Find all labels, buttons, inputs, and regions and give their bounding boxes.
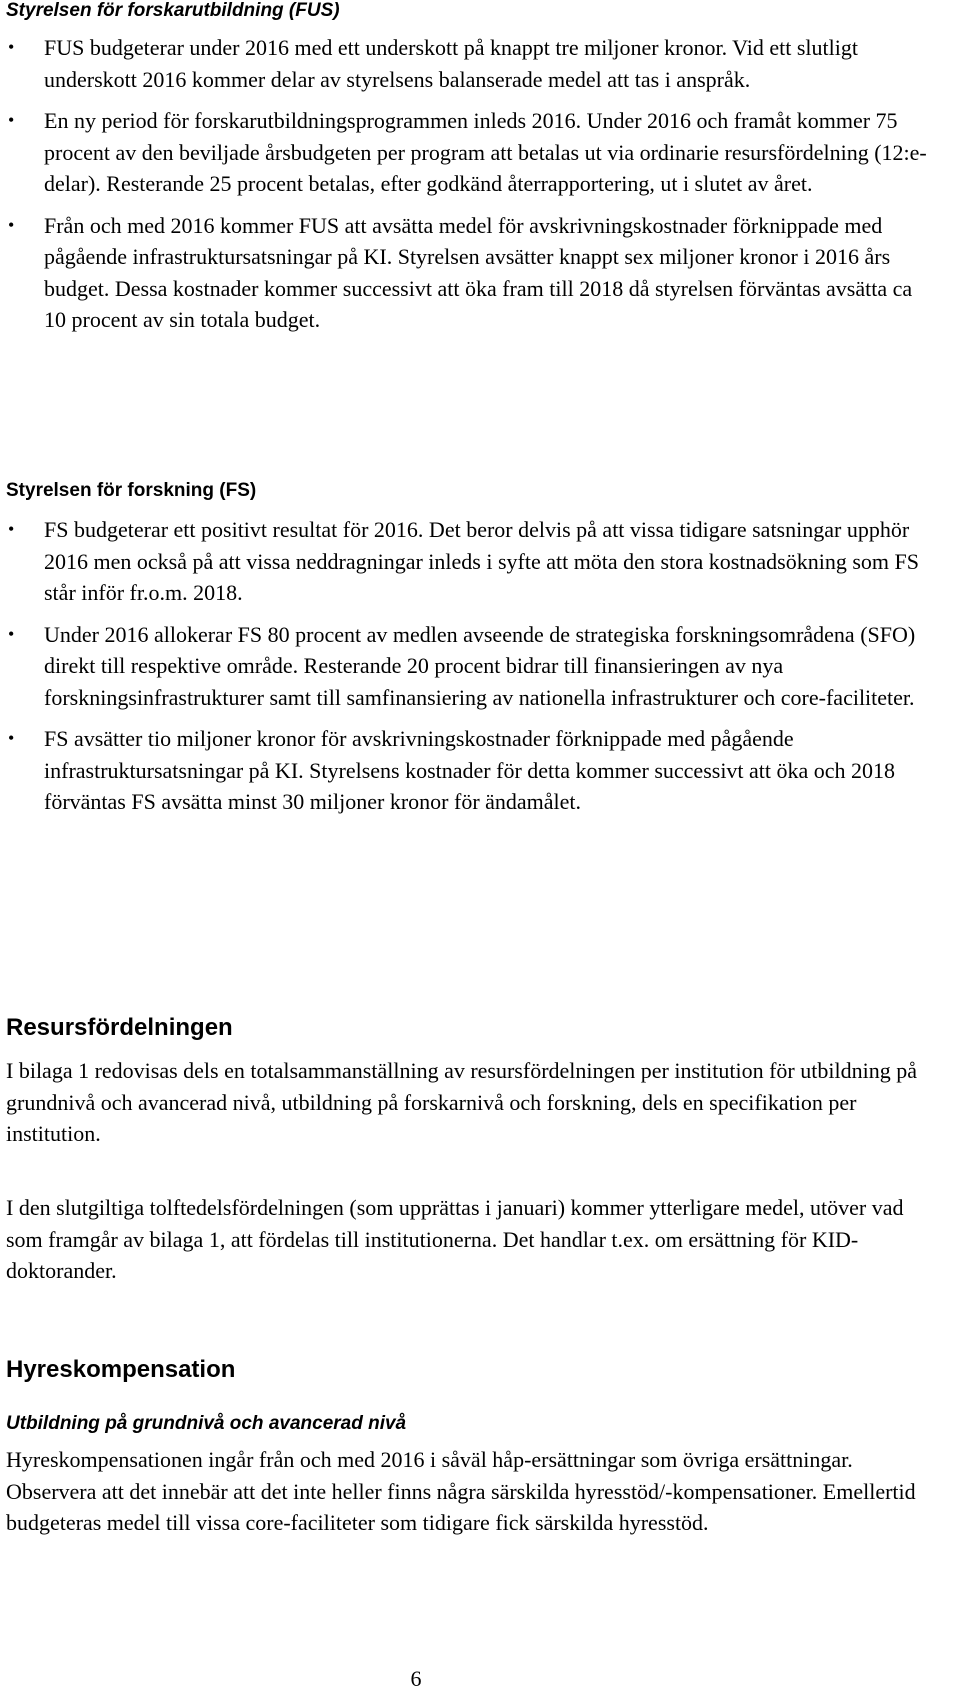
fs-bullet-list [6,514,936,828]
list-item [6,514,936,609]
bullet-icon: • [8,110,15,130]
list-item-text: Under 2016 allokerar FS 80 procent av medlen avseende de strategiska forskningsområdena (SFO) direkt till respektive område. Resterande 20 procent bidrar till finansieringen av nya forskningsinfrastrukturer samt till samfinansiering av nationella infrastrukturer och core-faciliteter. [44,621,916,710]
bullet-icon: • [8,519,15,539]
resurs-paragraph-1: I bilaga 1 redovisas dels en totalsammanställning av resursfördelningen per institution för utbildning på grundnivå och avancerad nivå, utbildning på forskarnivå och forskning, dels en specifikation per institution. [6,1058,917,1146]
resursfordelningen-heading: Resursfördelningen [6,1014,233,1041]
list-item-text: Från och med 2016 kommer FUS att avsätta medel för avskrivningskostnader förknippade med pågående infrastruktursatsningar på KI. Styrelsen avsätter knappt sex miljoner kronor i 2016 års budget. Dessa kostnader kommer successivt att öka fram till 2018 då styrelsen förväntas avsätta ca 10 procent av sin totala budget. [44,212,913,332]
hyres-paragraph: Hyreskompensationen ingår från och med 2016 i såväl håp-ersättningar som övriga ersättningar. Observera att det innebär att det inte heller finns några särskilda hyresstöd/-kompensationer. Emellertid budgeteras medel till vissa core-faciliteter som tidigare fick särskilda hyresstöd. [6,1447,916,1535]
page-number: 6 [410,1666,422,1691]
list-item-text: FS budgeterar ett positivt resultat för 2016. Det beror delvis på att vissa tidigare satsningar upphör 2016 men också på att vissa neddragningar inleds i syfte att möta den stora kostnadsökning som FS står inför fr.o.m. 2018. [44,517,919,605]
bullet-icon: • [8,214,15,235]
resurs-paragraph-2: I den slutgiltiga tolftedelsfördelningen (som upprättas i januari) kommer ytterligare medel, utöver vad som framgår av bilaga 1, att fördelas till institutionerna. Det handlar t.ex. om ersättning för KID-doktorander. [6,1195,904,1283]
bullet-icon: • [8,728,15,748]
bullet-icon: • [8,37,15,57]
list-item [6,210,936,336]
fs-heading: Styrelsen för forskning (FS) [6,480,257,501]
hyreskompensation-heading: Hyreskompensation [6,1356,236,1383]
list-item-text: En ny period för forskarutbildningsprogrammen inleds 2016. Under 2016 och framåt kommer 75 procent av den beviljade årsbudgeten per program att betalas ut via ordinarie resursfördelning (12:e-delar). Resterande 25 procent betalas, efter godkänd återrapportering, ut i slutet av året. [44,108,927,196]
list-item [6,723,936,818]
list-item-text: FUS budgeterar under 2016 med ett underskott på knappt tre miljoner kronor. Vid ett slutligt underskott 2016 kommer delar av styrelsens balanserade medel att tas i anspråk. [44,35,858,92]
list-item-text: FS avsätter tio miljoner kronor för avskrivningskostnader förknippade med pågående infrastruktursatsningar på KI. Styrelsens kostnader för detta kommer successivt att öka och 2018 förväntas FS avsätta minst 30 miljoner kronor för ändamålet. [44,726,896,814]
fus-heading: Styrelsen för forskarutbildning (FUS) [6,0,340,21]
list-item [6,619,936,714]
list-item [6,32,936,95]
fus-bullet-list [6,32,936,346]
list-item [6,105,936,200]
hyres-subheading: Utbildning på grundnivå och avancerad nivå [6,1413,407,1434]
bullet-icon: • [8,623,15,644]
